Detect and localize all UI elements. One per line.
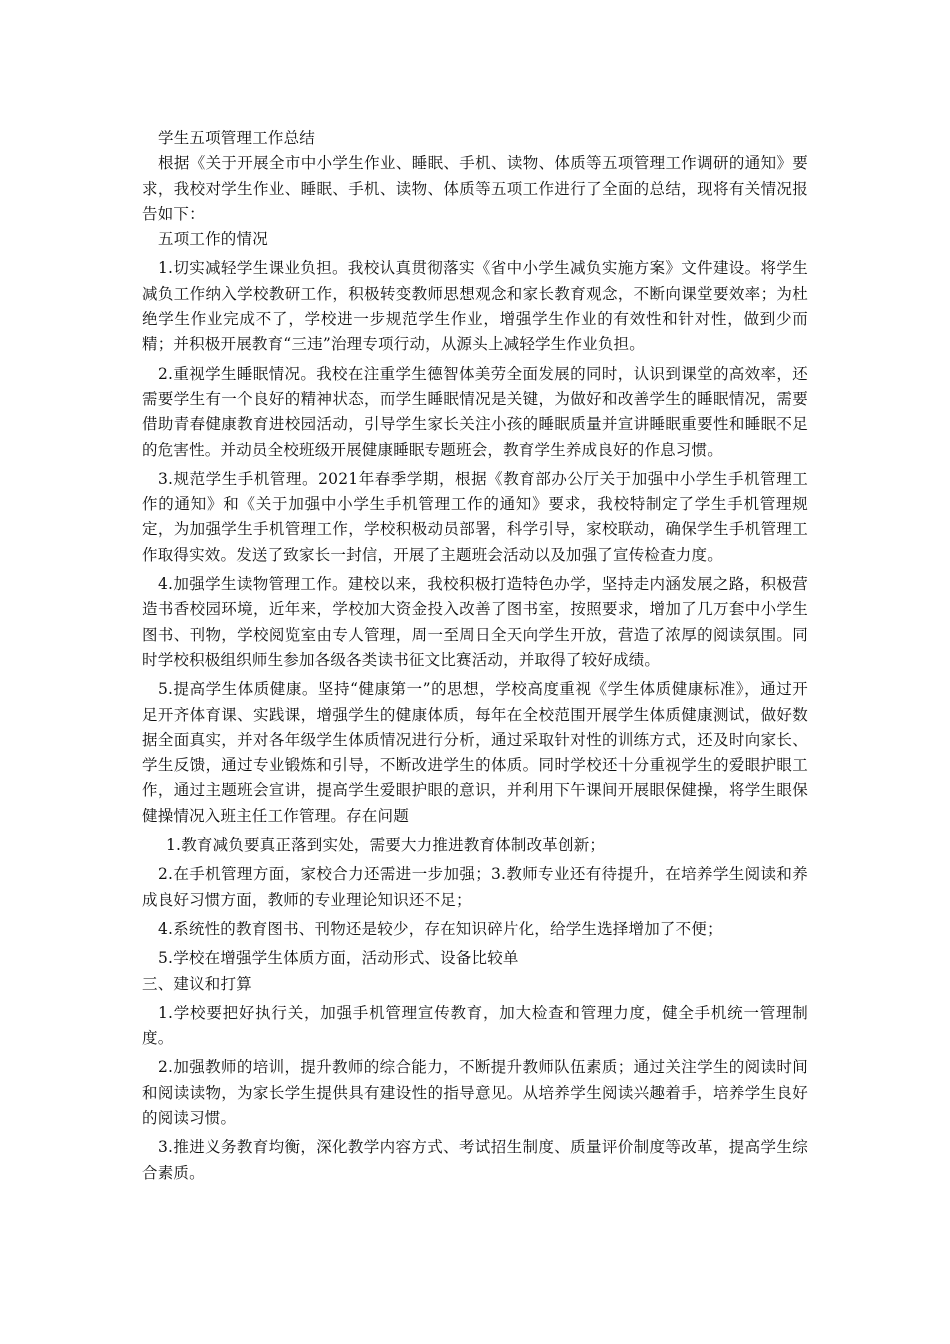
section-heading-suggestions: 三、建议和打算	[142, 974, 252, 993]
document-title: 学生五项管理工作总结	[158, 129, 316, 147]
paragraph-phone: 3.规范学生手机管理。2021年春季学期，根据《教育部办公厅关于加强中小学生手机管理工作的通知》和《关于加强中小学生手机管理工作的通知》要求，我校特制定了学生手机管理规定，为加强学生手机管理工作，学校积极动员部署，科学引导，家校联动，确保学生手机管理工作取得实效。发送了致家长一封信，开展了主题班会活动以及加强了宣传检查力度。	[142, 469, 808, 564]
suggestion-item: 3.推进义务教育均衡，深化教学内容方式、考试招生制度、质量评价制度等改革，提高学生综合素质。	[142, 1138, 808, 1182]
suggestion-item: 2.加强教师的培训，提升教师的综合能力，不断提升教师队伍素质；通过关注学生的阅读时间和阅读读物，为家长学生提供具有建设性的指导意见。从培养学生阅读兴趣着手，培养学生良好的阅读习惯。	[142, 1058, 808, 1127]
problem-item: 1.教育减负要真正落到实处，需要大力推进教育体制改革创新；	[166, 836, 606, 855]
paragraph-reading: 4.加强学生读物管理工作。建校以来，我校积极打造特色办学，坚持走内涵发展之路，积极营造书香校园环境，近年来，学校加大资金投入改善了图书室，按照要求，增加了几万套中小学生图书、刊物，学校阅览室由专人管理，周一至周日全天向学生开放，营造了浓厚的阅读氛围。同时学校积极组织师生参加各级各类读书征文比赛活动，并取得了较好成绩。	[142, 575, 808, 669]
document-body	[142, 126, 808, 1186]
suggestion-item: 1.学校要把好执行关，加强手机管理宣传教育，加大检查和管理力度，健全手机统一管理制度。	[142, 1003, 808, 1048]
problem-item: 5.学校在增强学生体质方面，活动形式、设备比较单	[158, 949, 519, 968]
paragraph-homework: 1.切实减轻学生课业负担。我校认真贯彻落实《省中小学生减负实施方案》文件建设。将学生减负工作纳入学校教研工作，积极转变教师思想观念和家长教育观念，不断向课堂要效率；为杜绝学生作业完成不了，学校进一步规范学生作业，增强学生作业的有效性和针对性，做到少而精；并积极开展教育“三违”治理专项行动，从源头上减轻学生作业负担。	[142, 259, 808, 354]
intro-paragraph: 根据《关于开展全市中小学生作业、睡眠、手机、读物、体质等五项管理工作调研的通知》要求，我校对学生作业、睡眠、手机、读物、体质等五项工作进行了全面的总结，现将有关情况报告如下：	[142, 154, 808, 223]
problem-item: 4.系统性的教育图书、刊物还是较少，存在知识碎片化，给学生选择增加了不便；	[158, 919, 723, 938]
section-heading-status: 五项工作的情况	[158, 230, 268, 249]
paragraph-sleep: 2.重视学生睡眠情况。我校在注重学生德智体美劳全面发展的同时，认识到课堂的高效率，还需要学生有一个良好的精神状态，而学生睡眠情况是关键，为做好和改善学生的睡眠情况，需要借助青春健康教育进校园活动，引导学生家长关注小孩的睡眠质量并宣讲睡眠重要性和睡眠不足的危害性。并动员全校班级开展健康睡眠专题班会，教育学生养成良好的作息习惯。	[142, 364, 808, 459]
paragraph-fitness: 5.提高学生体质健康。坚持“健康第一”的思想，学校高度重视《学生体质健康标准》，通过开足开齐体育课、实践课，增强学生的健康体质，每年在全校范围开展学生体质健康测试，做好数据全面真实，并对各年级学生体质情况进行分析，通过采取针对性的训练方式，还及时向家长、学生反馈，通过专业锻炼和引导，不断改进学生的体质。同时学校还十分重视学生的爱眼护眼工作，通过主题班会宣讲，提高学生爱眼护眼的意识，并利用下午课间开展眼保健操，将学生眼保健操情况入班主任工作管理。存在问题	[142, 680, 808, 825]
problem-item: 2.在手机管理方面，家校合力还需进一步加强；3.教师专业还有待提升，在培养学生阅读和养成良好习惯方面，教师的专业理论知识还不足；	[142, 865, 808, 909]
